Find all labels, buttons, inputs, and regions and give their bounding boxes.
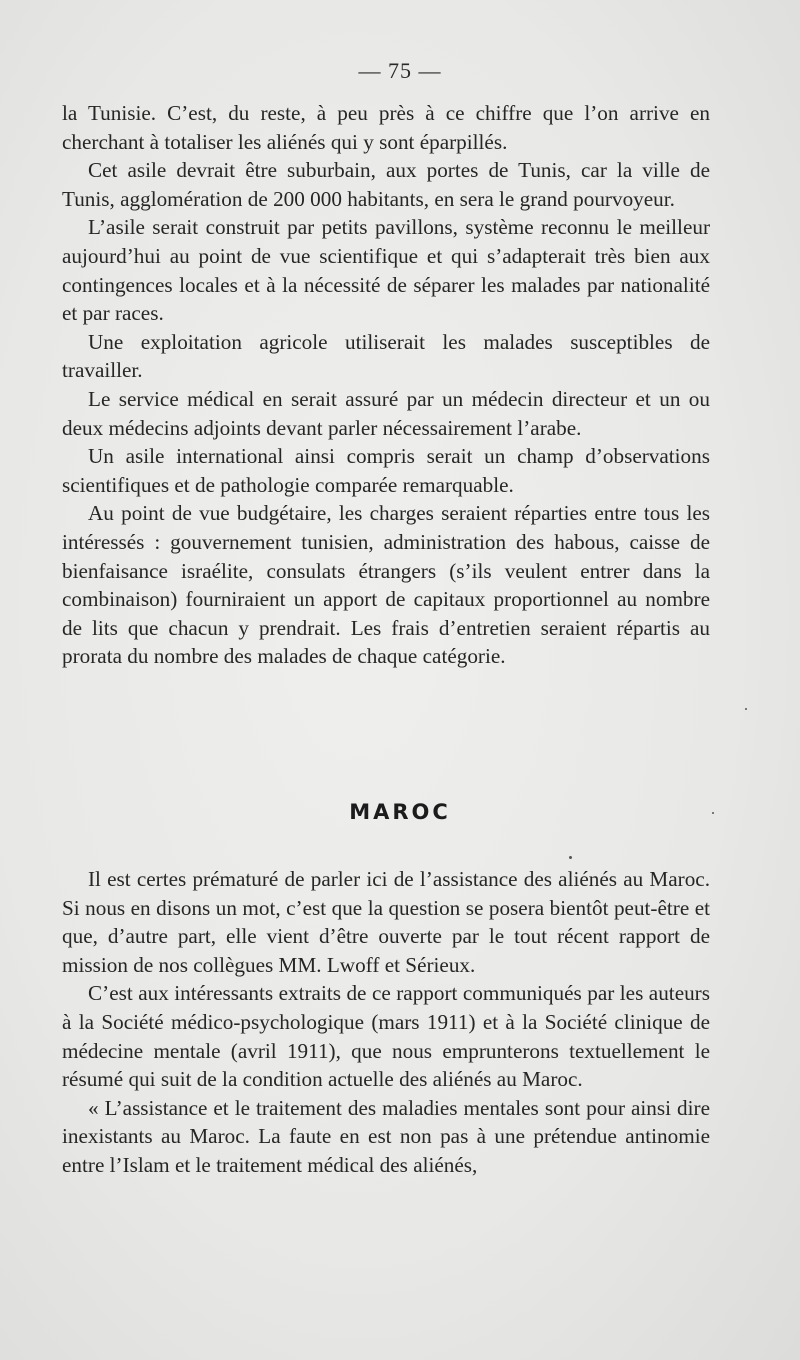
paragraph: Un asile international ainsi compris serait un champ d’observations scientifiques et de pathologie comparée remarquable.	[62, 444, 710, 497]
paper-speck	[745, 708, 747, 710]
paragraph: Cet asile devrait être suburbain, aux portes de Tunis, car la ville de Tunis, agglomération de 200 000 habitants, en sera le grand pourvoyeur.	[62, 158, 710, 211]
paragraph: C’est aux intéressants extraits de ce rapport communiqués par les auteurs à la Société médico-psychologique (mars 1911) et à la Société clinique de médecine mentale (avril 1911), que nous emprunterons textuellement le résumé qui suit de la condition actuelle des aliénés au Maroc.	[62, 981, 710, 1092]
paragraph: Il est certes prématuré de parler ici de l’assistance des aliénés au Maroc. Si nous en disons un mot, c’est que la question se posera bientôt peut-être et que, d’autre part, elle vient d’être ouverte par le tout récent rapport de mission de nos collègues MM. Lwoff et Sérieux.	[62, 867, 710, 977]
paper-speck	[569, 856, 572, 859]
paper-speck	[712, 812, 714, 814]
paragraph: « L’assistance et le traitement des maladies mentales sont pour ainsi dire inexistants au Maroc. La faute en est non pas à une prétendue antinomie entre l’Islam et le traitement médical des aliénés,	[62, 1095, 710, 1177]
body-text-maroc	[62, 865, 710, 1180]
paragraph: L’asile serait construit par petits pavillons, système reconnu le meilleur aujourd’hui au point de vue scientifique et qui s’adapterait très bien aux contingences locales et à la nécessité de séparer les malades par nationalité et par races.	[62, 215, 710, 326]
body-text-top	[62, 99, 710, 671]
paragraph: Une exploitation agricole utiliserait les malades susceptibles de travailler.	[62, 329, 710, 383]
paragraph: Au point de vue budgétaire, les charges seraient réparties entre tous les intéressés : gouvernement tunisien, administration des habous, caisse de bienfaisance israélite, consulats étrangers (s’ils veulent entrer dans la combinaison) fourniraient un apport de capitaux proportionnel au nombre de lits que chacun y prendrait. Les frais d’entretien seraient répartis au prorata du nombre des malades de chaque catégorie.	[62, 501, 710, 669]
paragraph: la Tunisie. C’est, du reste, à peu près à ce chiffre que l’on arrive en cherchant à totaliser les aliénés qui y sont éparpillés.	[62, 101, 710, 154]
paragraph: Le service médical en serait assuré par un médecin directeur et un ou deux médecins adjoints devant parler nécessairement l’arabe.	[62, 386, 710, 440]
page-number: — 75 —	[358, 58, 442, 83]
section-heading-maroc: MAROC	[349, 800, 451, 824]
